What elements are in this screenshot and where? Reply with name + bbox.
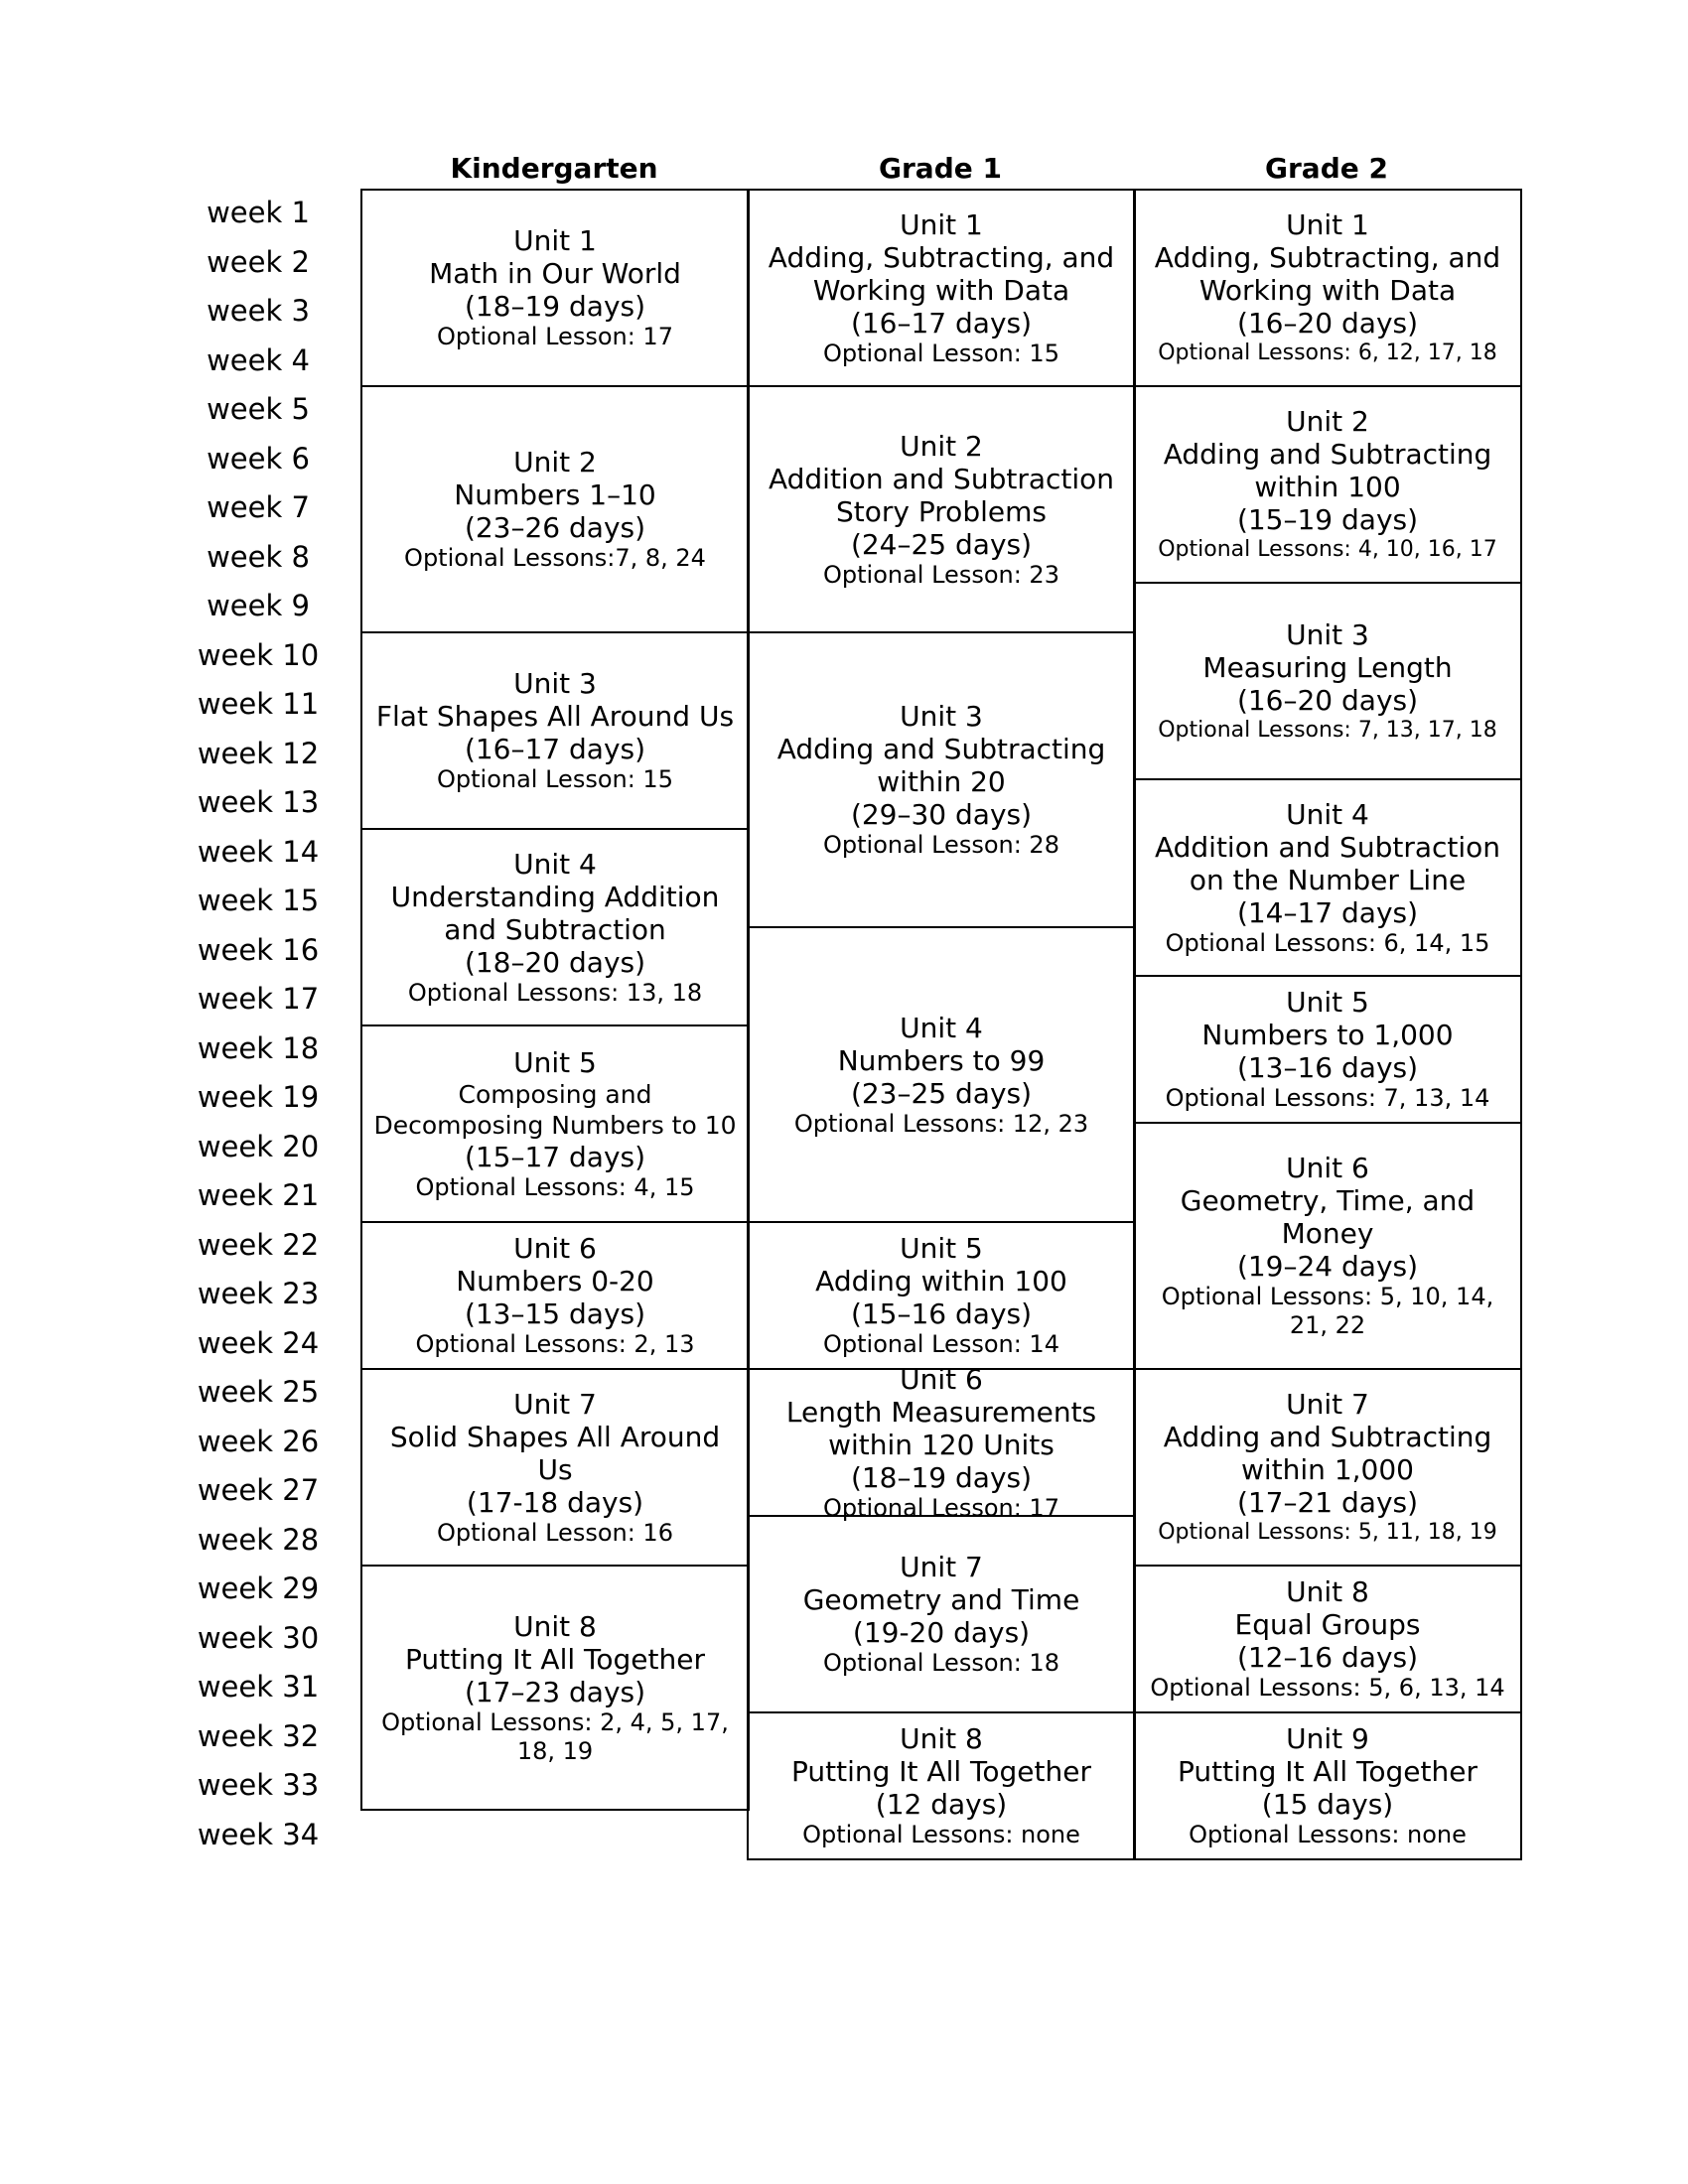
week-label: week 17	[197, 982, 320, 1016]
unit-days: (15 days)	[1261, 1788, 1394, 1821]
grade1-unit-1	[747, 189, 1136, 387]
grade2-unit-9	[1133, 1711, 1522, 1860]
week-label: week 12	[197, 736, 320, 770]
optional-lessons: Optional Lesson: 23	[823, 560, 1059, 589]
unit-days: (15–17 days)	[464, 1140, 646, 1173]
optional-lessons: Optional Lesson: 15	[823, 339, 1059, 367]
kindergarten-unit-3	[360, 631, 750, 830]
unit-days: (15–16 days)	[850, 1297, 1033, 1330]
unit-days: (19-20 days)	[852, 1616, 1031, 1649]
kindergarten-unit-1	[360, 189, 750, 387]
unit-days: (18–20 days)	[464, 945, 646, 979]
grade1-unit-7	[747, 1515, 1136, 1713]
optional-lessons: Optional Lessons: 12, 23	[793, 1109, 1089, 1138]
header-kindergarten: Kindergarten	[450, 152, 658, 185]
unit-days: (23–25 days)	[850, 1076, 1033, 1110]
optional-lessons: Optional Lessons: 7, 13, 17, 18	[1158, 717, 1497, 743]
optional-lessons: Optional Lessons: 4, 10, 16, 17	[1158, 537, 1497, 562]
unit-days: (15–19 days)	[1236, 503, 1419, 536]
week-label: week 31	[197, 1670, 320, 1704]
week-label: week 33	[197, 1768, 320, 1802]
unit-days: (13–16 days)	[1236, 1051, 1419, 1084]
unit-days: (24–25 days)	[850, 527, 1033, 561]
unit-number: Unit 2	[900, 429, 983, 463]
unit-days: (16–20 days)	[1236, 683, 1419, 717]
optional-lessons: Optional Lesson: 28	[823, 831, 1059, 859]
unit-title: Math in Our World	[429, 257, 681, 290]
grade1-unit-5	[747, 1221, 1136, 1370]
optional-lessons: Optional Lessons: 13, 18	[407, 978, 703, 1007]
kindergarten-unit-8	[360, 1565, 750, 1811]
unit-days: (17-18 days)	[466, 1485, 644, 1519]
grade1-unit-6	[747, 1362, 1136, 1522]
optional-lessons: Optional Lesson: 14	[823, 1330, 1059, 1358]
unit-title: Addition and Subtraction Story Problems	[768, 462, 1115, 528]
unit-title: Adding, Subtracting, and Working with Data	[1154, 241, 1501, 307]
unit-number: Unit 2	[513, 446, 597, 478]
grade1-unit-2	[747, 385, 1136, 633]
unit-days: (13–15 days)	[464, 1297, 646, 1330]
week-label: week 6	[207, 441, 310, 476]
unit-title: Numbers 1–10	[454, 478, 656, 511]
week-label: week 27	[197, 1473, 320, 1507]
unit-title: Geometry and Time	[802, 1583, 1080, 1616]
unit-days: (16–17 days)	[464, 733, 646, 765]
optional-lessons: Optional Lessons: 7, 13, 14	[1165, 1084, 1490, 1112]
unit-title: Adding and Subtracting within 20	[776, 733, 1106, 798]
unit-number: Unit 4	[900, 1011, 983, 1044]
unit-title: Numbers to 1,000	[1201, 1019, 1454, 1051]
unit-number: Unit 8	[900, 1722, 983, 1755]
unit-number: Unit 5	[513, 1045, 597, 1079]
unit-number: Unit 6	[900, 1362, 983, 1396]
optional-lessons: Optional Lessons: 4, 15	[415, 1172, 695, 1201]
week-label: week 9	[207, 589, 310, 622]
unit-days: (29–30 days)	[850, 798, 1033, 831]
grade2-unit-7	[1133, 1368, 1522, 1567]
header-grade-2: Grade 2	[1265, 152, 1388, 185]
kindergarten-unit-2	[360, 385, 750, 633]
week-label: week 24	[197, 1325, 320, 1360]
unit-number: Unit 3	[900, 700, 983, 733]
grade2-unit-4	[1133, 778, 1522, 977]
week-label: week 30	[197, 1620, 320, 1655]
kindergarten-unit-7	[360, 1368, 750, 1567]
unit-title: Putting It All Together	[1178, 1755, 1477, 1788]
week-label: week 26	[197, 1424, 320, 1458]
grade2-unit-3	[1133, 582, 1522, 780]
unit-number: Unit 7	[900, 1551, 983, 1583]
unit-number: Unit 2	[1286, 405, 1369, 438]
optional-lessons: Optional Lessons: 6, 14, 15	[1165, 928, 1490, 957]
week-label: week 3	[207, 294, 310, 328]
unit-number: Unit 5	[900, 1232, 983, 1265]
grade2-unit-1	[1133, 189, 1522, 387]
unit-days: (12–16 days)	[1236, 1641, 1419, 1674]
grade1-unit-4	[747, 926, 1136, 1223]
unit-number: Unit 8	[1286, 1575, 1369, 1608]
unit-number: Unit 8	[513, 1609, 597, 1643]
week-label: week 7	[207, 490, 310, 524]
grade1-unit-8	[747, 1711, 1136, 1860]
grade1-unit-3	[747, 631, 1136, 928]
unit-title: Numbers to 99	[837, 1043, 1046, 1077]
optional-lessons: Optional Lesson: 17	[437, 323, 673, 350]
unit-days: (18–19 days)	[464, 290, 646, 323]
unit-title: Putting It All Together	[405, 1642, 705, 1676]
unit-title: Adding and Subtracting within 100	[1163, 438, 1492, 503]
kindergarten-unit-5	[360, 1024, 750, 1223]
optional-lessons: Optional Lesson: 16	[437, 1518, 673, 1547]
unit-title: Understanding Addition and Subtraction	[390, 880, 720, 946]
kindergarten-unit-6	[360, 1221, 750, 1370]
grade2-unit-6	[1133, 1122, 1522, 1370]
unit-days: (23–26 days)	[464, 511, 646, 544]
week-label: week 8	[207, 539, 310, 574]
unit-number: Unit 1	[1286, 208, 1369, 241]
unit-number: Unit 7	[513, 1387, 597, 1421]
unit-days: (14–17 days)	[1236, 895, 1419, 929]
unit-number: Unit 6	[1286, 1152, 1369, 1184]
unit-title: Adding, Subtracting, and Working with Data	[768, 240, 1115, 307]
unit-days: (19–24 days)	[1236, 1250, 1419, 1283]
week-label: week 23	[197, 1277, 320, 1310]
unit-number: Unit 3	[1286, 617, 1369, 651]
optional-lessons: Optional Lessons: none	[802, 1821, 1080, 1848]
optional-lessons: Optional Lesson: 17	[823, 1493, 1059, 1522]
unit-title: Adding within 100	[815, 1265, 1067, 1297]
optional-lessons: Optional Lesson: 18	[823, 1649, 1059, 1677]
unit-number: Unit 7	[1286, 1388, 1369, 1421]
grade2-unit-5	[1133, 975, 1522, 1124]
week-label: week 25	[197, 1375, 320, 1409]
optional-lessons: Optional Lessons: none	[1189, 1821, 1467, 1848]
optional-lessons: Optional Lessons: 5, 6, 13, 14	[1150, 1674, 1505, 1702]
optional-lessons: Optional Lesson: 15	[437, 765, 673, 793]
optional-lessons: Optional Lessons: 5, 11, 18, 19	[1158, 1520, 1497, 1545]
week-label: week 15	[197, 884, 320, 917]
week-label: week 28	[197, 1522, 320, 1557]
optional-lessons: Optional Lessons: 5, 10, 14, 21, 22	[1161, 1283, 1494, 1339]
optional-lessons: Optional Lessons:7, 8, 24	[404, 544, 706, 572]
week-label: week 34	[197, 1817, 320, 1851]
unit-title: Equal Groups	[1234, 1608, 1421, 1641]
unit-number: Unit 9	[1286, 1722, 1369, 1755]
unit-title: Solid Shapes All Around Us	[389, 1420, 721, 1486]
week-label: week 18	[197, 1030, 320, 1065]
unit-title: Adding and Subtracting within 1,000	[1163, 1421, 1492, 1486]
unit-days: (16–17 days)	[850, 306, 1033, 340]
week-label: week 16	[197, 932, 320, 967]
optional-lessons: Optional Lessons: 6, 12, 17, 18	[1158, 341, 1497, 365]
grade2-unit-2	[1133, 385, 1522, 584]
unit-number: Unit 1	[513, 224, 597, 257]
grade2-unit-8	[1133, 1565, 1522, 1713]
unit-number: Unit 4	[1286, 797, 1369, 831]
week-label: week 21	[197, 1178, 320, 1212]
week-label: week 20	[197, 1129, 320, 1163]
week-label: week 19	[197, 1080, 320, 1114]
week-label: week 10	[197, 637, 320, 672]
unit-title: Flat Shapes All Around Us	[375, 700, 735, 733]
unit-title: Length Measurements within 120 Units	[785, 1395, 1097, 1461]
unit-number: Unit 1	[900, 207, 983, 241]
unit-days: (17–21 days)	[1236, 1486, 1419, 1519]
unit-number: Unit 5	[1286, 986, 1369, 1019]
unit-title: Geometry, Time, and Money	[1180, 1184, 1476, 1250]
unit-title: Putting It All Together	[791, 1755, 1091, 1788]
unit-title: Addition and Subtraction on the Number Line	[1154, 830, 1501, 896]
week-label: week 22	[197, 1227, 320, 1262]
unit-number: Unit 6	[513, 1232, 597, 1265]
unit-days: (16–20 days)	[1236, 307, 1419, 340]
week-label: week 4	[207, 342, 310, 377]
unit-title: Composing and Decomposing Numbers to 10	[373, 1079, 737, 1140]
header-grade-1: Grade 1	[879, 152, 1002, 185]
unit-days: (12 days)	[875, 1788, 1008, 1821]
week-label: week 32	[197, 1718, 320, 1753]
week-label: week 2	[207, 244, 310, 279]
unit-days: (17–23 days)	[464, 1675, 646, 1708]
week-label: week 5	[207, 392, 310, 426]
kindergarten-unit-4	[360, 828, 750, 1026]
unit-number: Unit 3	[513, 667, 597, 700]
unit-days: (18–19 days)	[850, 1460, 1033, 1494]
week-label: week 11	[197, 687, 320, 721]
week-label: week 13	[197, 785, 320, 819]
unit-title: Numbers 0-20	[456, 1265, 654, 1297]
optional-lessons: Optional Lessons: 2, 4, 5, 17, 18, 19	[381, 1707, 729, 1765]
optional-lessons: Optional Lessons: 2, 13	[415, 1330, 695, 1358]
unit-number: Unit 4	[513, 847, 597, 881]
week-label: week 1	[207, 196, 310, 229]
unit-title: Measuring Length	[1202, 650, 1453, 684]
week-label: week 29	[197, 1571, 320, 1605]
week-label: week 14	[197, 834, 320, 869]
